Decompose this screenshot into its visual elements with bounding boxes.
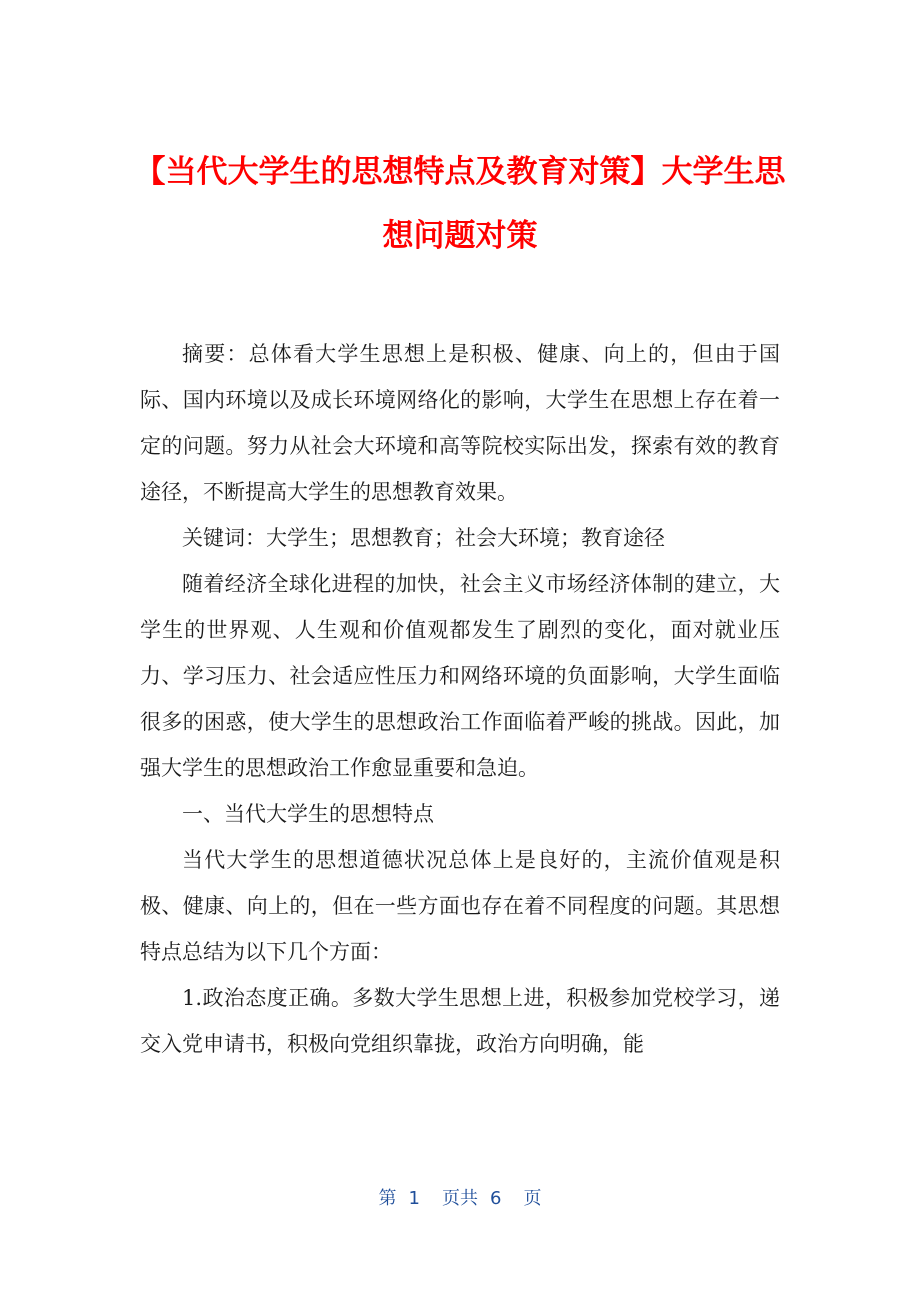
document-body	[140, 331, 780, 1067]
footer-total-pages: 6	[490, 1188, 502, 1209]
abstract-paragraph: 摘要：总体看大学生思想上是积极、健康、向上的，但由于国际、国内环境以及成长环境网络化的影响，大学生在思想上存在着一定的问题。努力从社会大环境和高等院校实际出发，探索有效的教育途径，不断提高大学生的思想教育效果。	[140, 342, 780, 504]
page-footer	[0, 1184, 920, 1210]
section-paragraph: 当代大学生的思想道德状况总体上是良好的，主流价值观是积极、健康、向上的，但在一些方面也存在着不同程度的问题。其思想特点总结为以下几个方面：	[140, 848, 780, 964]
section-heading: 一、当代大学生的思想特点	[182, 802, 434, 826]
list-item-paragraph: 1.政治态度正确。多数大学生思想上进，积极参加党校学习，递交入党申请书，积极向党组织靠拢，政治方向明确，能	[140, 986, 780, 1056]
footer-prefix: 第	[378, 1188, 397, 1209]
footer-middle: 页共	[442, 1188, 478, 1209]
document-title: 【当代大学生的思想特点及教育对策】大学生思想问题对策	[134, 154, 786, 254]
footer-current-page: 1	[408, 1188, 420, 1209]
footer-suffix: 页	[523, 1188, 542, 1209]
keywords-paragraph: 关键词：大学生；思想教育；社会大环境；教育途径	[182, 526, 665, 550]
intro-paragraph: 随着经济全球化进程的加快，社会主义市场经济体制的建立，大学生的世界观、人生观和价值观都发生了剧烈的变化，面对就业压力、学习压力、社会适应性压力和网络环境的负面影响，大学生面临很多的困惑，使大学生的思想政治工作面临着严峻的挑战。因此，加强大学生的思想政治工作愈显重要和急迫。	[140, 572, 780, 780]
